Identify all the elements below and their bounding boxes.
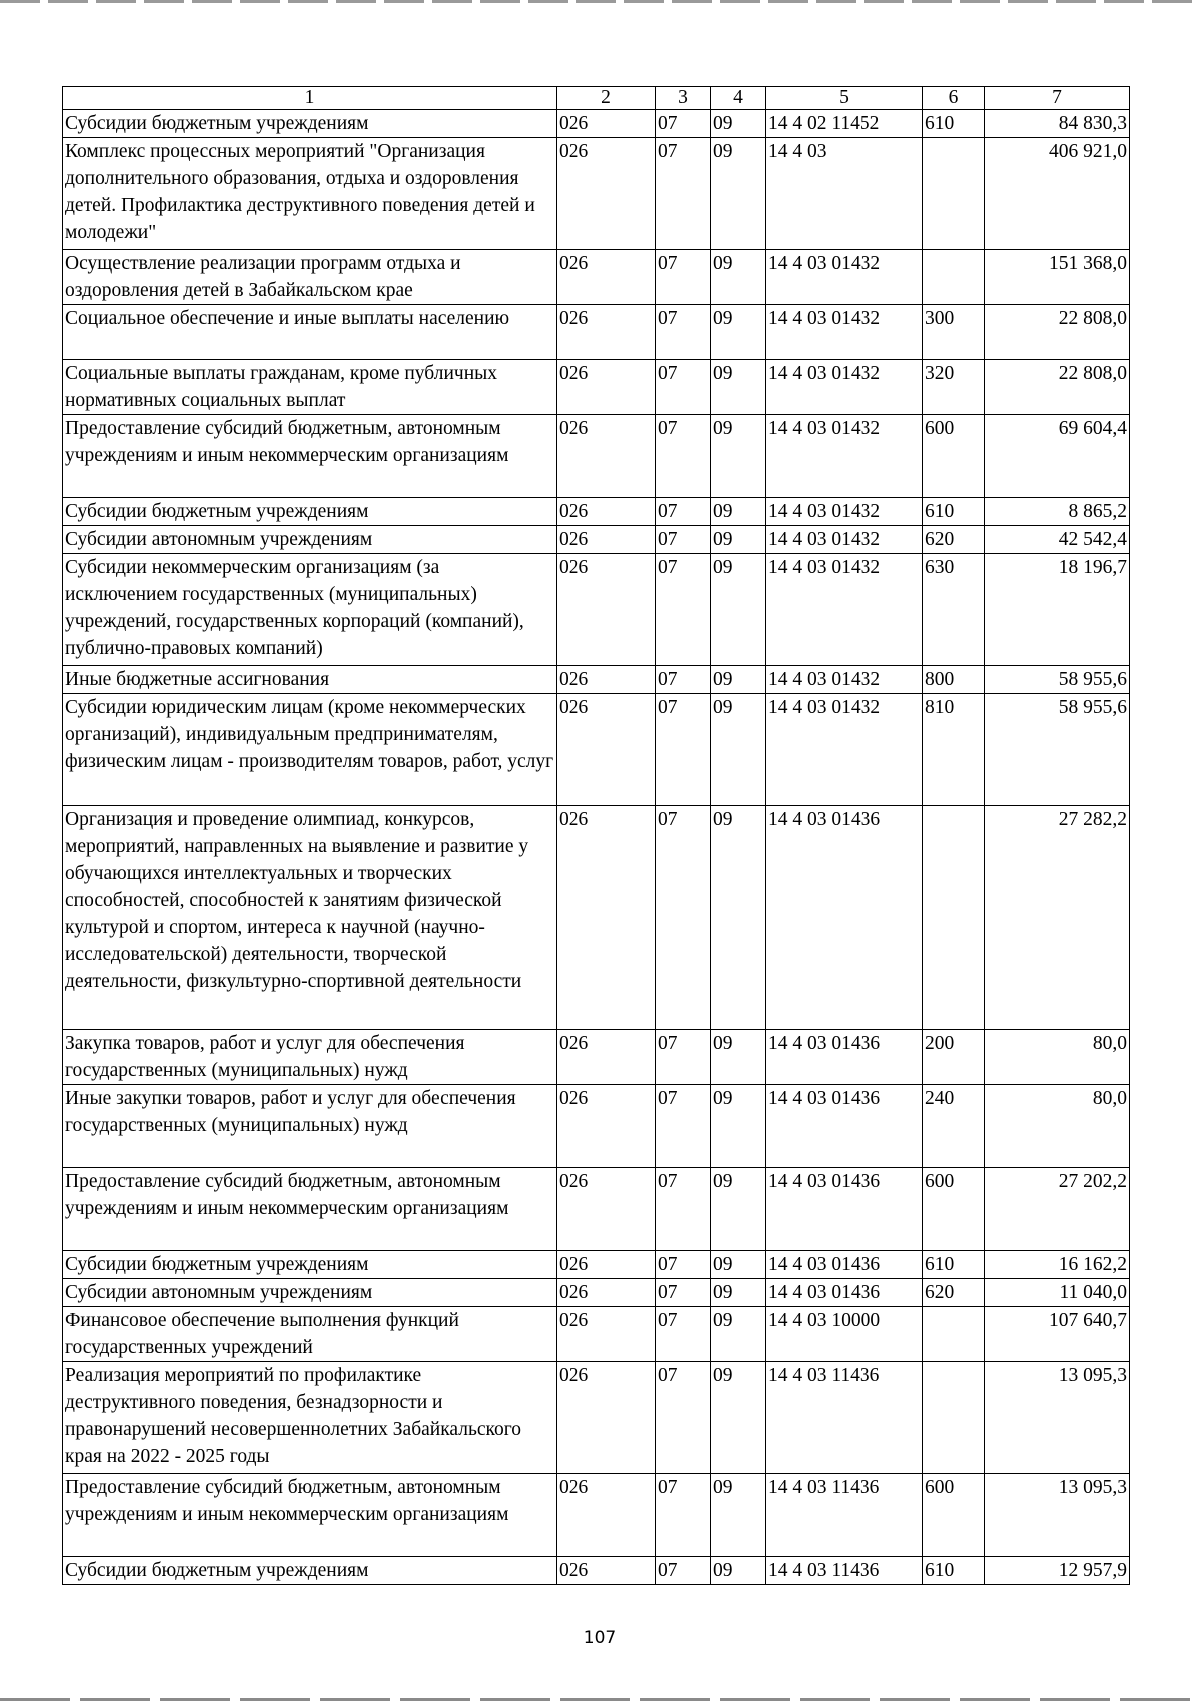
budget-item-name: Субсидии бюджетным учреждениям [63, 498, 557, 526]
ministry-code: 026 [557, 138, 656, 250]
amount: 16 162,2 [985, 1251, 1130, 1279]
section-code: 07 [656, 1168, 711, 1251]
subsection-code: 09 [711, 526, 766, 554]
budget-table [62, 86, 1130, 1585]
budget-item-name: Социальное обеспечение и иные выплаты населению [63, 305, 557, 360]
budget-item-name: Субсидии бюджетным учреждениям [63, 110, 557, 138]
section-code: 07 [656, 1279, 711, 1307]
expense-type-code: 810 [923, 694, 985, 806]
target-article-code: 14 4 03 01436 [766, 806, 923, 1030]
subsection-code: 09 [711, 1251, 766, 1279]
ministry-code: 026 [557, 1085, 656, 1168]
target-article-code: 14 4 03 01436 [766, 1085, 923, 1168]
header-col-3: 3 [656, 87, 711, 110]
amount: 80,0 [985, 1030, 1130, 1085]
amount: 13 095,3 [985, 1474, 1130, 1557]
budget-item-name: Закупка товаров, работ и услуг для обеспечения государственных (муниципальных) нужд [63, 1030, 557, 1085]
ministry-code: 026 [557, 250, 656, 305]
section-code: 07 [656, 110, 711, 138]
subsection-code: 09 [711, 360, 766, 415]
ministry-code: 026 [557, 498, 656, 526]
amount: 11 040,0 [985, 1279, 1130, 1307]
page-number: 107 [583, 1628, 617, 1648]
amount: 58 955,6 [985, 666, 1130, 694]
scan-edge-bottom [0, 1698, 1200, 1701]
expense-type-code: 600 [923, 1168, 985, 1251]
budget-item-name: Субсидии некоммерческим организациям (за исключением государственных (муниципальных) учреждений, государственных корпораций (компаний), публично-правовых компаний) [63, 554, 557, 666]
subsection-code: 09 [711, 806, 766, 1030]
budget-item-name: Реализация мероприятий по профилактике деструктивного поведения, безнадзорности и правонарушений несовершеннолетних Забайкальского края на 2022 - 2025 годы [63, 1362, 557, 1474]
expense-type-code: 200 [923, 1030, 985, 1085]
target-article-code: 14 4 03 [766, 138, 923, 250]
section-code: 07 [656, 1085, 711, 1168]
target-article-code: 14 4 03 01432 [766, 250, 923, 305]
section-code: 07 [656, 1251, 711, 1279]
section-code: 07 [656, 415, 711, 498]
ministry-code: 026 [557, 526, 656, 554]
target-article-code: 14 4 03 01436 [766, 1168, 923, 1251]
ministry-code: 026 [557, 110, 656, 138]
table-row [63, 694, 1130, 806]
section-code: 07 [656, 1362, 711, 1474]
table-row [63, 360, 1130, 415]
table-row [63, 1251, 1130, 1279]
amount: 151 368,0 [985, 250, 1130, 305]
scan-edge-top [0, 0, 1200, 3]
amount: 27 202,2 [985, 1168, 1130, 1251]
section-code: 07 [656, 305, 711, 360]
amount: 80,0 [985, 1085, 1130, 1168]
amount: 406 921,0 [985, 138, 1130, 250]
budget-item-name: Субсидии автономным учреждениям [63, 526, 557, 554]
table-body [63, 110, 1130, 1585]
expense-type-code: 800 [923, 666, 985, 694]
ministry-code: 026 [557, 694, 656, 806]
budget-item-name: Предоставление субсидий бюджетным, автономным учреждениям и иным некоммерческим организациям [63, 1168, 557, 1251]
ministry-code: 026 [557, 1557, 656, 1585]
table-row [63, 806, 1130, 1030]
table-row [63, 666, 1130, 694]
ministry-code: 026 [557, 360, 656, 415]
expense-type-code: 600 [923, 1474, 985, 1557]
section-code: 07 [656, 526, 711, 554]
header-col-1: 1 [63, 87, 557, 110]
amount: 69 604,4 [985, 415, 1130, 498]
amount: 8 865,2 [985, 498, 1130, 526]
ministry-code: 026 [557, 1362, 656, 1474]
ministry-code: 026 [557, 1030, 656, 1085]
table-header [63, 87, 1130, 110]
amount: 84 830,3 [985, 110, 1130, 138]
section-code: 07 [656, 694, 711, 806]
amount: 42 542,4 [985, 526, 1130, 554]
table-row [63, 110, 1130, 138]
target-article-code: 14 4 03 11436 [766, 1362, 923, 1474]
ministry-code: 026 [557, 666, 656, 694]
header-row [63, 87, 1130, 110]
ministry-code: 026 [557, 1474, 656, 1557]
table-row [63, 1085, 1130, 1168]
budget-item-name: Предоставление субсидий бюджетным, автономным учреждениям и иным некоммерческим организациям [63, 415, 557, 498]
subsection-code: 09 [711, 415, 766, 498]
table-row [63, 1474, 1130, 1557]
ministry-code: 026 [557, 1279, 656, 1307]
target-article-code: 14 4 03 11436 [766, 1474, 923, 1557]
header-col-4: 4 [711, 87, 766, 110]
subsection-code: 09 [711, 1168, 766, 1251]
subsection-code: 09 [711, 110, 766, 138]
table-row [63, 1362, 1130, 1474]
amount: 13 095,3 [985, 1362, 1130, 1474]
amount: 58 955,6 [985, 694, 1130, 806]
subsection-code: 09 [711, 554, 766, 666]
budget-item-name: Субсидии юридическим лицам (кроме некоммерческих организаций), индивидуальным предпринимателям, физическим лицам - производителям товаров, работ, услуг [63, 694, 557, 806]
section-code: 07 [656, 498, 711, 526]
table-row [63, 1030, 1130, 1085]
table-row [63, 1279, 1130, 1307]
ministry-code: 026 [557, 415, 656, 498]
header-col-5: 5 [766, 87, 923, 110]
ministry-code: 026 [557, 1307, 656, 1362]
target-article-code: 14 4 03 01432 [766, 554, 923, 666]
section-code: 07 [656, 666, 711, 694]
expense-type-code: 610 [923, 1251, 985, 1279]
budget-item-name: Субсидии бюджетным учреждениям [63, 1557, 557, 1585]
section-code: 07 [656, 360, 711, 415]
table-row [63, 138, 1130, 250]
amount: 12 957,9 [985, 1557, 1130, 1585]
budget-item-name: Финансовое обеспечение выполнения функций государственных учреждений [63, 1307, 557, 1362]
section-code: 07 [656, 250, 711, 305]
expense-type-code: 610 [923, 498, 985, 526]
section-code: 07 [656, 554, 711, 666]
ministry-code: 026 [557, 305, 656, 360]
subsection-code: 09 [711, 1474, 766, 1557]
subsection-code: 09 [711, 498, 766, 526]
subsection-code: 09 [711, 305, 766, 360]
amount: 22 808,0 [985, 305, 1130, 360]
budget-item-name: Иные закупки товаров, работ и услуг для обеспечения государственных (муниципальных) нужд [63, 1085, 557, 1168]
expense-type-code: 620 [923, 526, 985, 554]
section-code: 07 [656, 1474, 711, 1557]
budget-item-name: Комплекс процессных мероприятий "Организация дополнительного образования, отдыха и оздоровления детей. Профилактика деструктивного поведения детей и молодежи" [63, 138, 557, 250]
subsection-code: 09 [711, 694, 766, 806]
expense-type-code: 320 [923, 360, 985, 415]
target-article-code: 14 4 03 10000 [766, 1307, 923, 1362]
expense-type-code [923, 1362, 985, 1474]
budget-item-name: Социальные выплаты гражданам, кроме публичных нормативных социальных выплат [63, 360, 557, 415]
expense-type-code: 600 [923, 415, 985, 498]
expense-type-code: 300 [923, 305, 985, 360]
amount: 22 808,0 [985, 360, 1130, 415]
table-row [63, 554, 1130, 666]
section-code: 07 [656, 1557, 711, 1585]
table-row [63, 305, 1130, 360]
amount: 18 196,7 [985, 554, 1130, 666]
ministry-code: 026 [557, 554, 656, 666]
header-col-7: 7 [985, 87, 1130, 110]
subsection-code: 09 [711, 1362, 766, 1474]
target-article-code: 14 4 03 01432 [766, 498, 923, 526]
table-row [63, 1557, 1130, 1585]
table-row [63, 526, 1130, 554]
section-code: 07 [656, 1030, 711, 1085]
table-row [63, 498, 1130, 526]
subsection-code: 09 [711, 1557, 766, 1585]
section-code: 07 [656, 806, 711, 1030]
subsection-code: 09 [711, 138, 766, 250]
subsection-code: 09 [711, 666, 766, 694]
target-article-code: 14 4 03 01432 [766, 666, 923, 694]
budget-item-name: Иные бюджетные ассигнования [63, 666, 557, 694]
expense-type-code [923, 250, 985, 305]
target-article-code: 14 4 03 01436 [766, 1279, 923, 1307]
budget-item-name: Организация и проведение олимпиад, конкурсов, мероприятий, направленных на выявление и развитие у обучающихся интеллектуальных и творческих способностей, способностей к занятиям физической культурой и спортом, интереса к научной (научно-исследовательской) деятельности, творческой деятельности, физкультурно-спортивной деятельности [63, 806, 557, 1030]
expense-type-code [923, 1307, 985, 1362]
ministry-code: 026 [557, 806, 656, 1030]
target-article-code: 14 4 03 01432 [766, 526, 923, 554]
subsection-code: 09 [711, 250, 766, 305]
budget-item-name: Субсидии бюджетным учреждениям [63, 1251, 557, 1279]
ministry-code: 026 [557, 1168, 656, 1251]
header-col-6: 6 [923, 87, 985, 110]
section-code: 07 [656, 1307, 711, 1362]
target-article-code: 14 4 03 01432 [766, 305, 923, 360]
table-row [63, 250, 1130, 305]
subsection-code: 09 [711, 1307, 766, 1362]
target-article-code: 14 4 03 01432 [766, 360, 923, 415]
expense-type-code: 610 [923, 110, 985, 138]
ministry-code: 026 [557, 1251, 656, 1279]
expense-type-code: 630 [923, 554, 985, 666]
expense-type-code [923, 138, 985, 250]
budget-item-name: Субсидии автономным учреждениям [63, 1279, 557, 1307]
table-row [63, 415, 1130, 498]
budget-item-name: Осуществление реализации программ отдыха и оздоровления детей в Забайкальском крае [63, 250, 557, 305]
target-article-code: 14 4 03 01436 [766, 1251, 923, 1279]
target-article-code: 14 4 02 11452 [766, 110, 923, 138]
subsection-code: 09 [711, 1085, 766, 1168]
target-article-code: 14 4 03 01432 [766, 415, 923, 498]
header-col-2: 2 [557, 87, 656, 110]
subsection-code: 09 [711, 1030, 766, 1085]
table-row [63, 1168, 1130, 1251]
table-row [63, 1307, 1130, 1362]
amount: 107 640,7 [985, 1307, 1130, 1362]
expense-type-code: 620 [923, 1279, 985, 1307]
target-article-code: 14 4 03 01436 [766, 1030, 923, 1085]
subsection-code: 09 [711, 1279, 766, 1307]
expense-type-code: 610 [923, 1557, 985, 1585]
section-code: 07 [656, 138, 711, 250]
expense-type-code: 240 [923, 1085, 985, 1168]
expense-type-code [923, 806, 985, 1030]
target-article-code: 14 4 03 01432 [766, 694, 923, 806]
amount: 27 282,2 [985, 806, 1130, 1030]
target-article-code: 14 4 03 11436 [766, 1557, 923, 1585]
budget-item-name: Предоставление субсидий бюджетным, автономным учреждениям и иным некоммерческим организациям [63, 1474, 557, 1557]
